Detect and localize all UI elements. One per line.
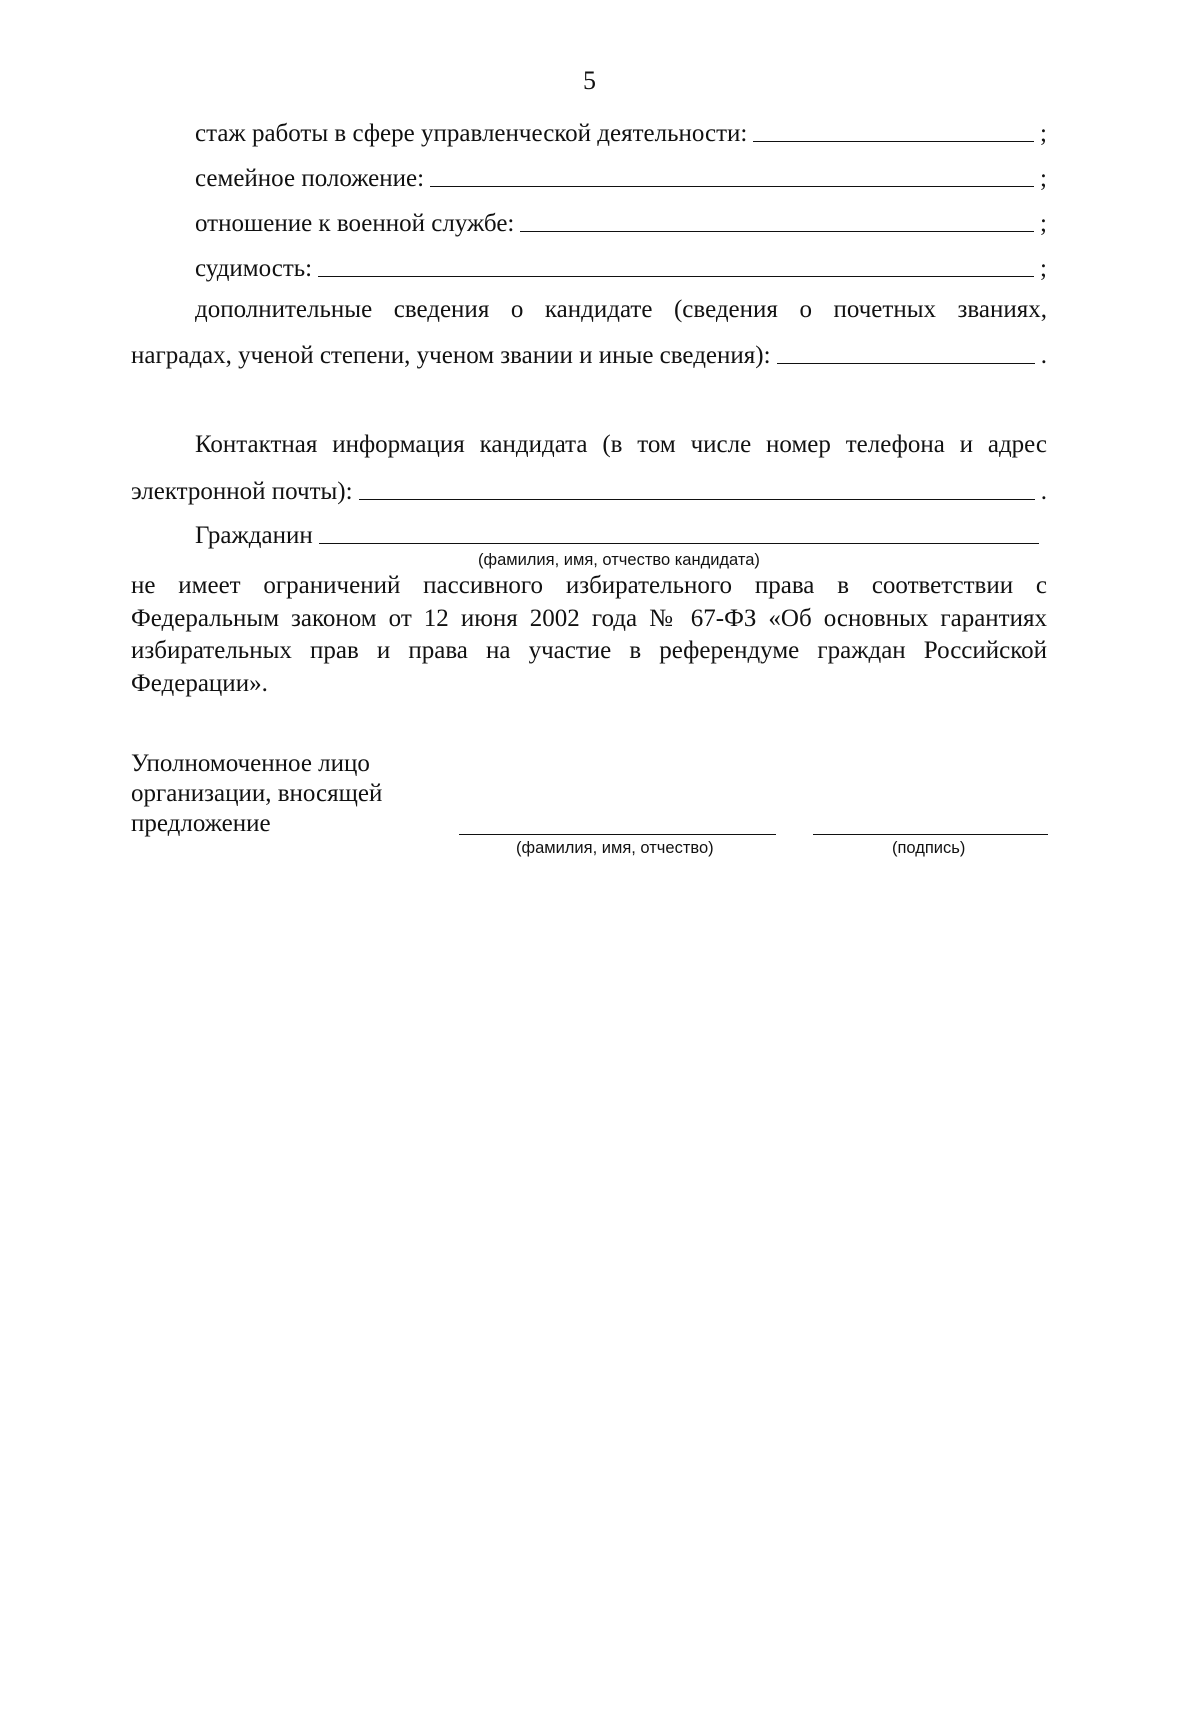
citizen-statement-line: избирательных прав и права на участие в референдуме граждан Российской: [131, 637, 1047, 664]
additional-info-row: [131, 338, 1047, 370]
additional-info-end: .: [1040, 342, 1047, 369]
citizen-statement-line: не имеет ограничений пассивного избирательного права в соответствии с: [131, 572, 1047, 599]
citizen-statement: [131, 570, 1047, 700]
military-label: отношение к военной службе:: [195, 210, 515, 237]
conviction-blank: [318, 276, 1034, 277]
authorized-name-blank: [459, 834, 776, 835]
family-blank: [430, 186, 1034, 187]
contact-info-row: [131, 474, 1047, 506]
contact-info-end: .: [1040, 478, 1047, 505]
signature-caption: (подпись): [892, 839, 966, 857]
conviction-label: судимость:: [195, 255, 313, 282]
experience-end: ;: [1040, 120, 1047, 147]
citizen-statement-last-line: Федерации».: [131, 669, 268, 697]
experience-label: стаж работы в сфере управленческой деятельности:: [195, 120, 748, 147]
citizen-row: [195, 518, 1039, 550]
conviction-end: ;: [1040, 255, 1047, 282]
contact-info-label: электронной почты):: [131, 478, 353, 505]
family-end: ;: [1040, 165, 1047, 192]
family-field-row: [195, 161, 1047, 193]
authorized-person-line: Уполномоченное лицо: [131, 750, 370, 777]
page-number: 5: [583, 66, 596, 95]
authorized-name-caption: (фамилия, имя, отчество): [516, 839, 714, 857]
contact-info-line1: Контактная информация кандидата (в том числе номер телефона и адрес: [195, 431, 1047, 458]
additional-info-blank: [777, 363, 1035, 364]
authorized-person-line: организации, вносящей: [131, 780, 383, 807]
signature-blank: [813, 834, 1048, 835]
experience-blank: [753, 141, 1034, 142]
conviction-field-row: [195, 251, 1047, 283]
additional-info-line1: дополнительные сведения о кандидате (сведения о почетных званиях,: [195, 296, 1047, 323]
additional-info-label: наградах, ученой степени, ученом звании и иные сведения):: [131, 342, 771, 369]
citizen-name-caption: (фамилия, имя, отчество кандидата): [478, 551, 760, 569]
contact-info-blank: [359, 499, 1035, 500]
military-field-row: [195, 206, 1047, 238]
military-blank: [520, 231, 1034, 232]
citizen-name-blank: [319, 543, 1039, 544]
citizen-statement-line: Федеральным законом от 12 июня 2002 года № 67-ФЗ «Об основных гарантиях: [131, 604, 1047, 632]
military-end: ;: [1040, 210, 1047, 237]
family-label: семейное положение:: [195, 165, 425, 192]
authorized-person-line: предложение: [131, 810, 271, 837]
experience-field-row: [195, 116, 1047, 148]
citizen-label: Гражданин: [195, 522, 313, 549]
